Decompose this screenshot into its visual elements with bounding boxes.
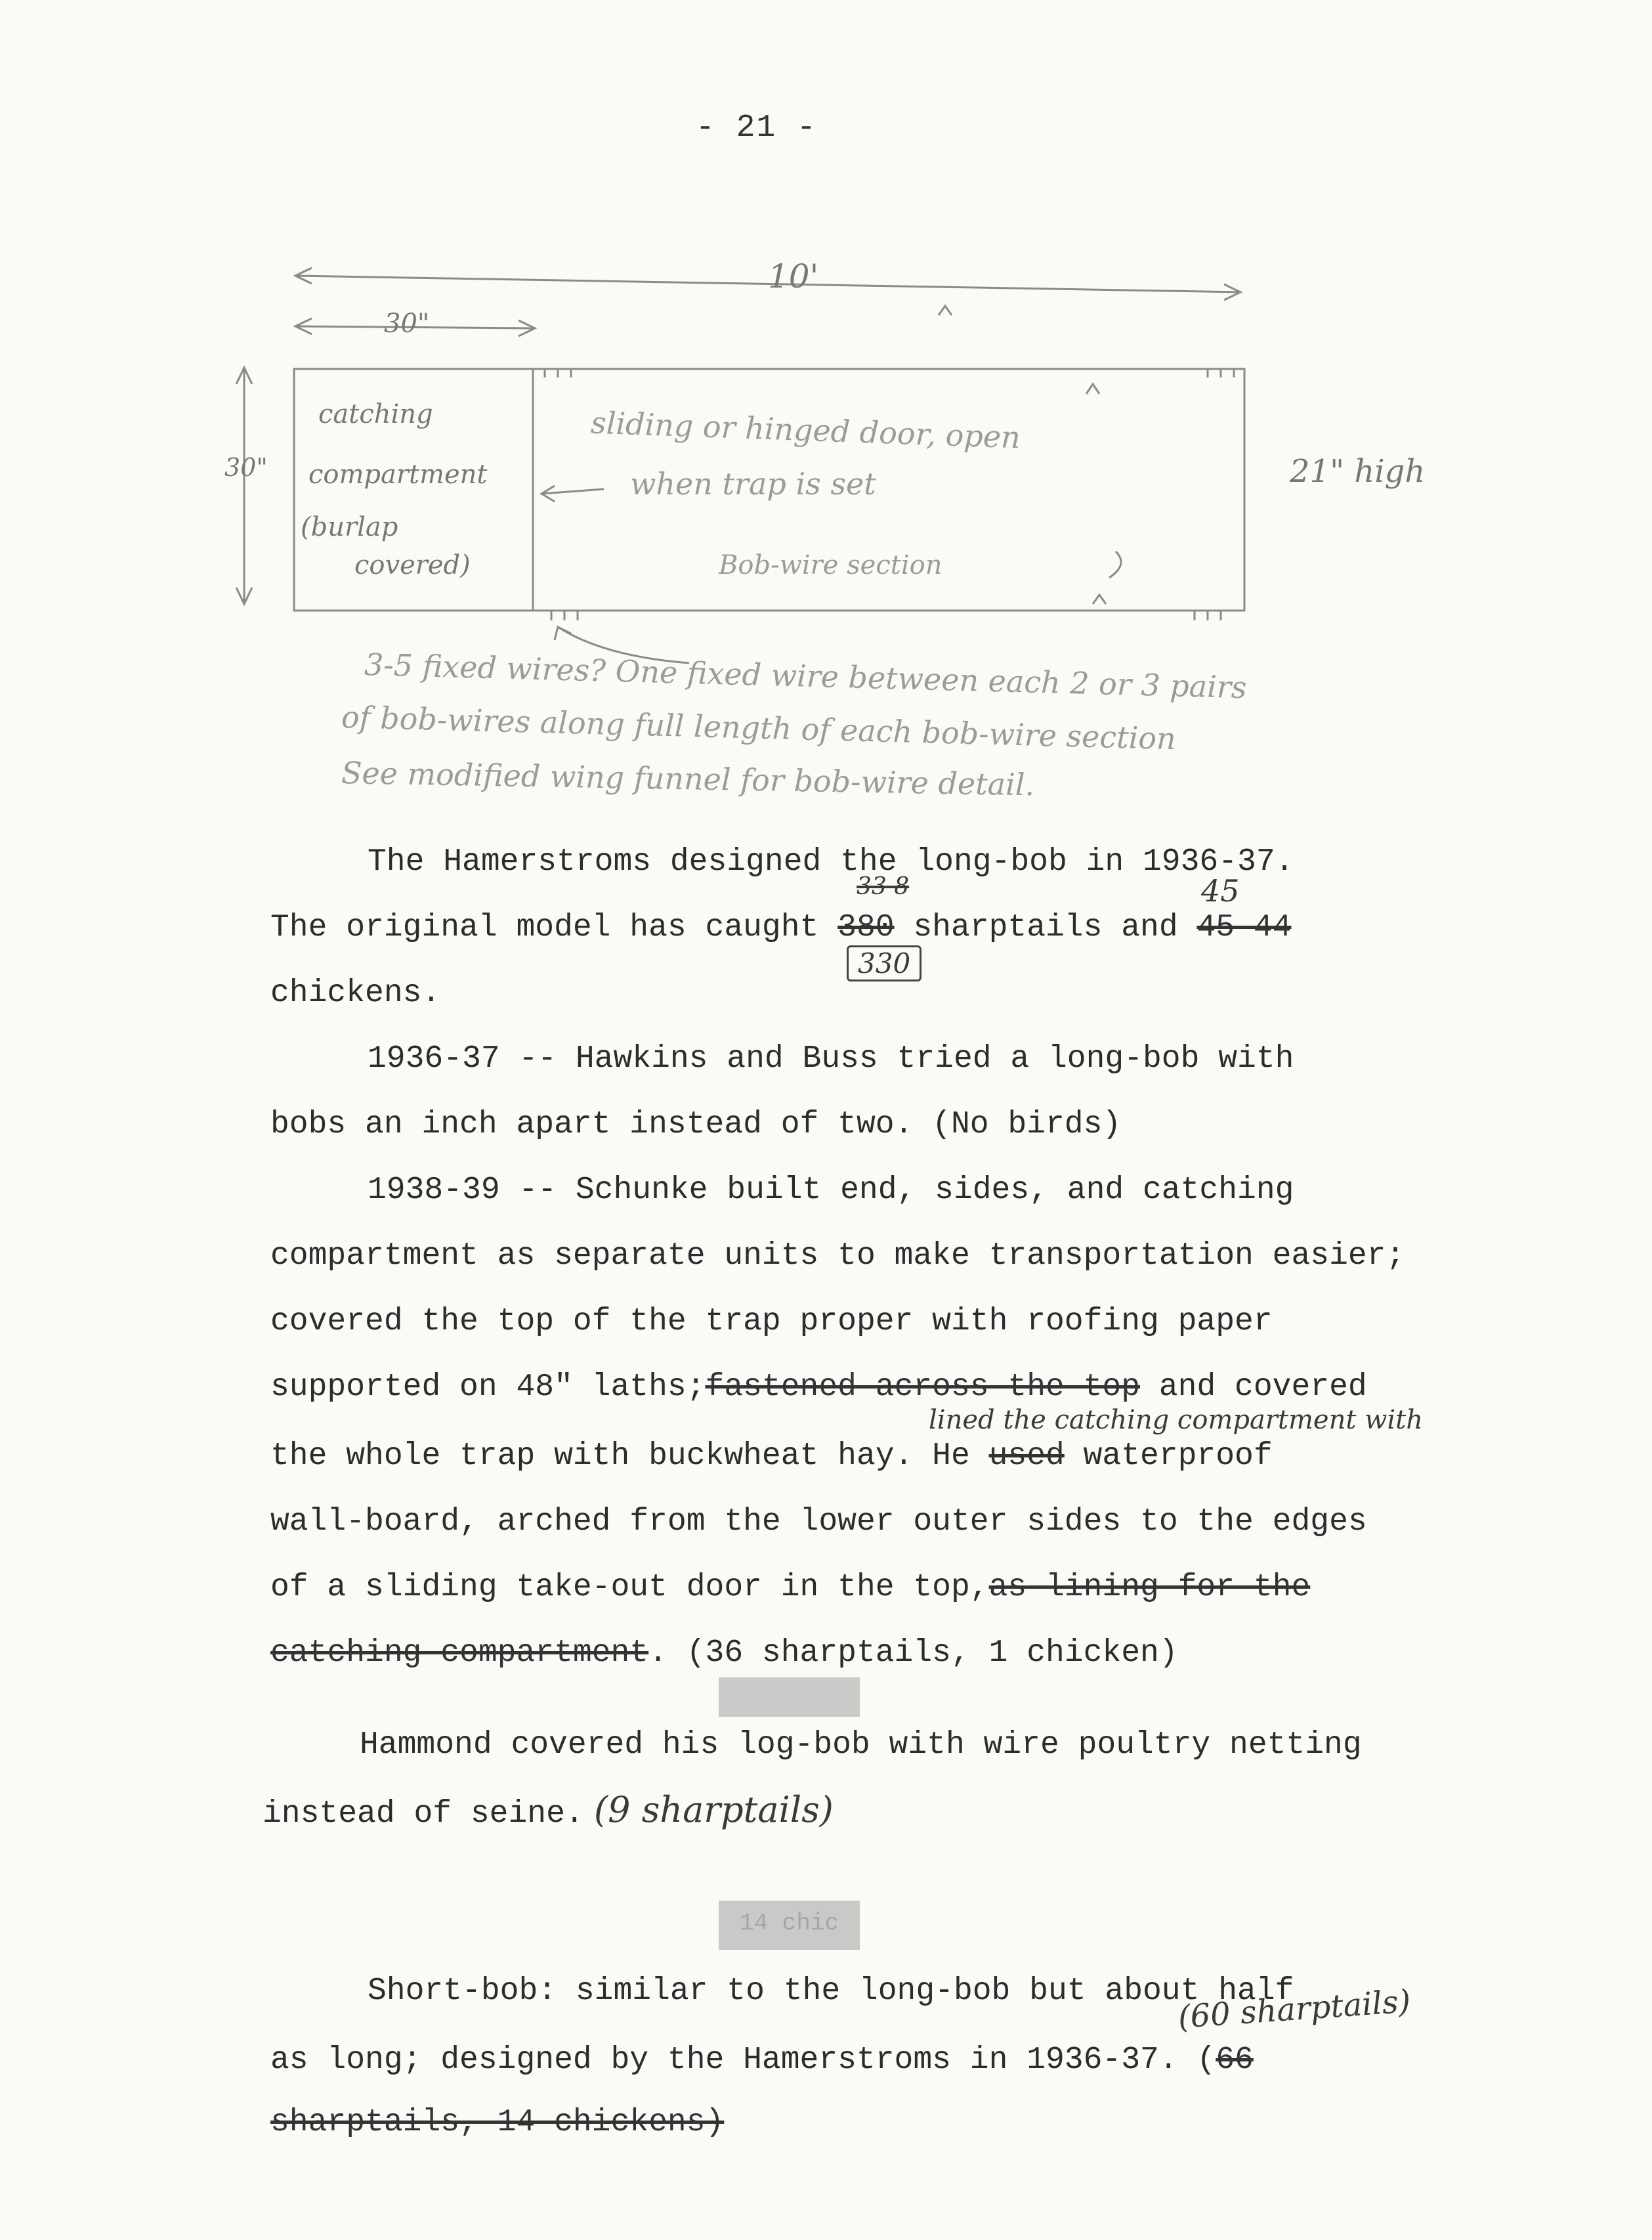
height-label: 30" bbox=[224, 453, 268, 482]
smudged-label: 14 chic bbox=[719, 1901, 860, 1950]
insert-caret-icon bbox=[1093, 595, 1106, 604]
body-line: compartment as separate units to make transportation easier; bbox=[270, 1238, 1405, 1274]
compartment-note-line: compartment bbox=[308, 460, 488, 490]
door-pointer-line bbox=[541, 489, 604, 494]
struck-text: 66 bbox=[1216, 2042, 1254, 2078]
page-number: - 21 - bbox=[696, 110, 817, 146]
struck-text: sharptails, 14 chickens) bbox=[270, 2105, 725, 2140]
struck-text: catching compartment bbox=[270, 1635, 649, 1671]
struck-text: 380 bbox=[837, 910, 895, 945]
body-line: covered the top of the trap proper with roofing paper bbox=[270, 1304, 1273, 1339]
handwritten-count-note: (60 sharptails) bbox=[1177, 1983, 1412, 2036]
body-line: the whole trap with buckwheat hay. He used waterproof bbox=[270, 1438, 1273, 1474]
struck-text: used bbox=[988, 1438, 1065, 1474]
body-line: of a sliding take-out door in the top,as lining for the bbox=[270, 1570, 1311, 1605]
door-note-line: when trap is set bbox=[630, 466, 876, 502]
handwritten-count-note: (9 sharptails) bbox=[594, 1789, 834, 1830]
scribble-mark bbox=[1109, 551, 1121, 578]
struck-text: 45 44 bbox=[1197, 910, 1292, 945]
bobwire-section-label: Bob-wire section bbox=[719, 550, 942, 580]
compartment-note-line: (burlap bbox=[301, 512, 398, 542]
struck-handwritten-note: 33 8 bbox=[857, 873, 910, 900]
length-label: 10' bbox=[768, 257, 819, 295]
body-line: as long; designed by the Hamerstroms in 1936-37. (66 bbox=[270, 2042, 1254, 2078]
body-line bbox=[270, 2104, 724, 2141]
fixed-wires-note-line: of bob-wires along full length of each bob-wire section bbox=[341, 699, 1177, 757]
insert-caret-icon bbox=[939, 306, 952, 315]
body-line: Hammond covered his log-bob with wire poultry netting bbox=[360, 1727, 1362, 1763]
door-note-line: sliding or hinged door, open bbox=[590, 404, 1021, 456]
compartment-note-line: covered) bbox=[354, 550, 471, 580]
body-line: 1938-39 -- Schunke built end, sides, and catching bbox=[368, 1173, 1294, 1208]
body-line: instead of seine. bbox=[263, 1796, 584, 1832]
body-line: catching compartment. (36 sharptails, 1 chicken) bbox=[270, 1635, 1178, 1671]
fixed-wires-note-line: See modified wing funnel for bob-wire detail. bbox=[341, 755, 1035, 803]
fixed-wires-note-line: 3-5 fixed wires? One fixed wire between each 2 or 3 pairs bbox=[364, 647, 1248, 706]
compartment-note-line: catching bbox=[318, 399, 433, 429]
compartment-width-label: 30" bbox=[384, 309, 430, 339]
body-line: Short-bob: similar to the long-bob but about half bbox=[368, 1973, 1294, 2009]
struck-text: fastened across the top bbox=[705, 1369, 1141, 1405]
handwritten-insert: 45 bbox=[1201, 873, 1240, 909]
insert-caret-icon bbox=[1086, 384, 1099, 394]
body-line: The Hamerstroms designed the long-bob in 1936-37. bbox=[368, 844, 1294, 880]
high-label: 21" high bbox=[1290, 453, 1426, 490]
handwritten-insert: lined the catching compartment with bbox=[929, 1405, 1424, 1435]
body-line: bobs an inch apart instead of two. (No birds) bbox=[270, 1107, 1122, 1142]
boxed-handwritten-count: 330 bbox=[847, 945, 921, 981]
body-line: supported on 48" laths;fastened across the top and covered bbox=[270, 1369, 1367, 1405]
struck-text: as lining for the bbox=[988, 1570, 1311, 1605]
body-line: The original model has caught 380 sharptails and 45 44 bbox=[270, 910, 1292, 945]
body-line: chickens. bbox=[270, 976, 441, 1011]
body-line: wall-board, arched from the lower outer sides to the edges bbox=[270, 1504, 1367, 1540]
body-line: 1936-37 -- Hawkins and Buss tried a long-bob with bbox=[368, 1041, 1294, 1077]
smudged-mark bbox=[719, 1677, 860, 1717]
